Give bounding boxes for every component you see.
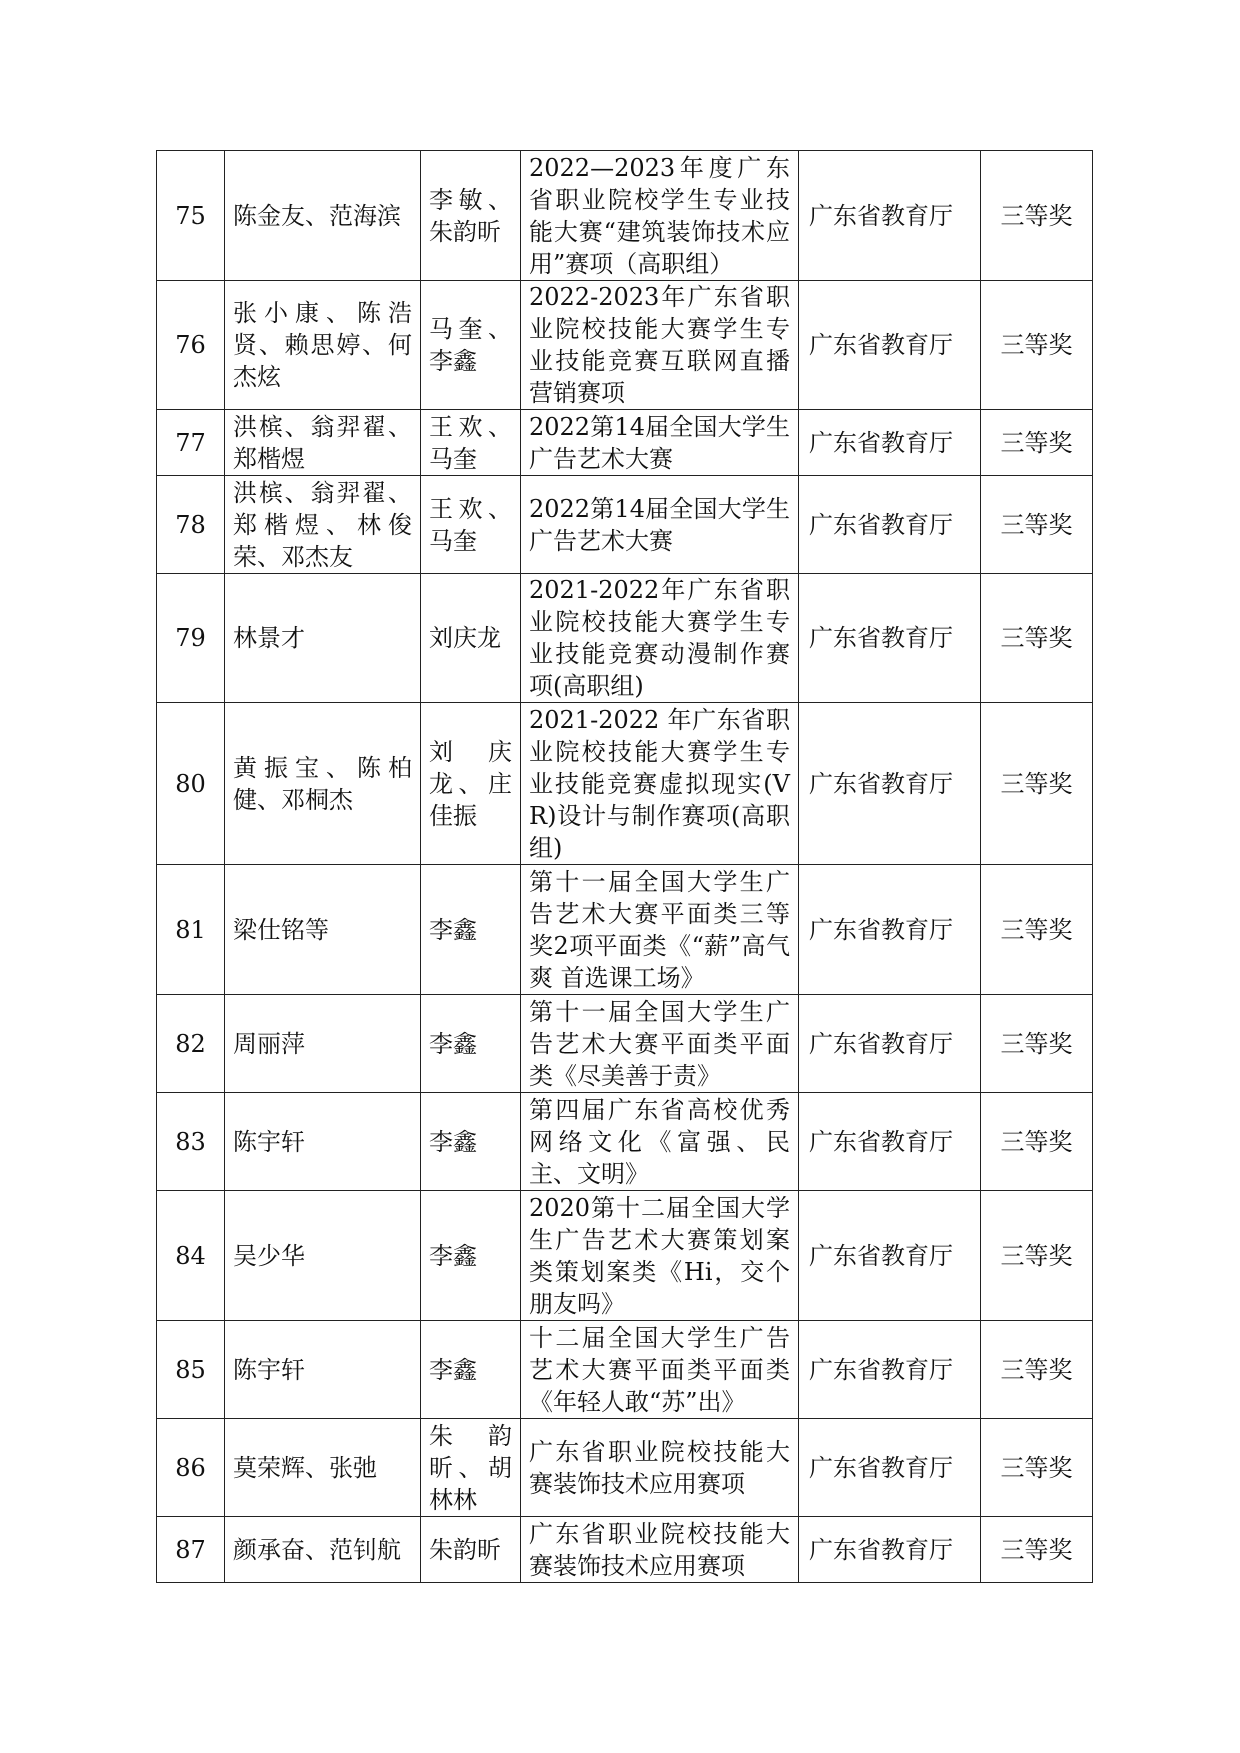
award-level: 三等奖 bbox=[981, 574, 1093, 703]
row-number: 81 bbox=[157, 865, 225, 995]
competition-name: 2022第14届全国大学生广告艺术大赛 bbox=[521, 476, 799, 574]
award-level: 三等奖 bbox=[981, 410, 1093, 476]
advisor-names: 朱韵昕、胡林林 bbox=[421, 1419, 521, 1517]
row-number: 82 bbox=[157, 995, 225, 1093]
student-names: 洪槟、翁羿翟、郑楷煜、林俊荣、邓杰友 bbox=[225, 476, 421, 574]
organizer-name: 广东省教育厅 bbox=[799, 574, 981, 703]
competition-name: 2021-2022年广东省职业院校技能大赛学生专业技能竞赛动漫制作赛项(高职组) bbox=[521, 574, 799, 703]
row-number: 75 bbox=[157, 151, 225, 281]
advisor-names: 李敏、朱韵昕 bbox=[421, 151, 521, 281]
organizer-name: 广东省教育厅 bbox=[799, 1419, 981, 1517]
organizer-name: 广东省教育厅 bbox=[799, 1093, 981, 1191]
award-level: 三等奖 bbox=[981, 476, 1093, 574]
row-number: 76 bbox=[157, 281, 225, 410]
competition-name: 2021-2022 年广东省职业院校技能大赛学生专业技能竞赛虚拟现实(VR)设计与制作赛项(高职组) bbox=[521, 703, 799, 865]
competition-name: 广东省职业院校技能大赛装饰技术应用赛项 bbox=[521, 1517, 799, 1583]
organizer-name: 广东省教育厅 bbox=[799, 865, 981, 995]
student-names: 陈宇轩 bbox=[225, 1093, 421, 1191]
competition-name: 第十一届全国大学生广告艺术大赛平面类三等奖2项平面类《“薪”高气爽 首选课工场》 bbox=[521, 865, 799, 995]
award-level: 三等奖 bbox=[981, 865, 1093, 995]
competition-name: 2022—2023年度广东省职业院校学生专业技能大赛“建筑装饰技术应用”赛项（高职组） bbox=[521, 151, 799, 281]
table-row bbox=[157, 410, 1093, 476]
table-row bbox=[157, 1517, 1093, 1583]
award-level: 三等奖 bbox=[981, 151, 1093, 281]
award-level: 三等奖 bbox=[981, 1321, 1093, 1419]
competition-name: 2022-2023年广东省职业院校技能大赛学生专业技能竞赛互联网直播营销赛项 bbox=[521, 281, 799, 410]
row-number: 86 bbox=[157, 1419, 225, 1517]
table-row bbox=[157, 995, 1093, 1093]
row-number: 78 bbox=[157, 476, 225, 574]
organizer-name: 广东省教育厅 bbox=[799, 1321, 981, 1419]
competition-name: 2022第14届全国大学生广告艺术大赛 bbox=[521, 410, 799, 476]
award-level: 三等奖 bbox=[981, 1093, 1093, 1191]
table-row bbox=[157, 1419, 1093, 1517]
row-number: 80 bbox=[157, 703, 225, 865]
student-names: 周丽萍 bbox=[225, 995, 421, 1093]
table-row bbox=[157, 1093, 1093, 1191]
competition-name: 第十一届全国大学生广告艺术大赛平面类平面类《尽美善于责》 bbox=[521, 995, 799, 1093]
award-level: 三等奖 bbox=[981, 1419, 1093, 1517]
competition-name: 广东省职业院校技能大赛装饰技术应用赛项 bbox=[521, 1419, 799, 1517]
student-names: 陈金友、范海滨 bbox=[225, 151, 421, 281]
organizer-name: 广东省教育厅 bbox=[799, 703, 981, 865]
organizer-name: 广东省教育厅 bbox=[799, 151, 981, 281]
student-names: 洪槟、翁羿翟、郑楷煜 bbox=[225, 410, 421, 476]
award-level: 三等奖 bbox=[981, 703, 1093, 865]
row-number: 77 bbox=[157, 410, 225, 476]
advisor-names: 李鑫 bbox=[421, 1321, 521, 1419]
row-number: 83 bbox=[157, 1093, 225, 1191]
organizer-name: 广东省教育厅 bbox=[799, 281, 981, 410]
table-row bbox=[157, 281, 1093, 410]
row-number: 87 bbox=[157, 1517, 225, 1583]
awards-table-body bbox=[157, 151, 1093, 1583]
table-row bbox=[157, 1321, 1093, 1419]
advisor-names: 李鑫 bbox=[421, 995, 521, 1093]
advisor-names: 王欢、马奎 bbox=[421, 410, 521, 476]
table-row bbox=[157, 1191, 1093, 1321]
advisor-names: 王欢、马奎 bbox=[421, 476, 521, 574]
table-row bbox=[157, 574, 1093, 703]
award-level: 三等奖 bbox=[981, 995, 1093, 1093]
row-number: 84 bbox=[157, 1191, 225, 1321]
table-row bbox=[157, 703, 1093, 865]
competition-name: 2020第十二届全国大学生广告艺术大赛策划案类策划案类《Hi，交个朋友吗》 bbox=[521, 1191, 799, 1321]
award-level: 三等奖 bbox=[981, 281, 1093, 410]
table-row bbox=[157, 865, 1093, 995]
organizer-name: 广东省教育厅 bbox=[799, 410, 981, 476]
award-level: 三等奖 bbox=[981, 1191, 1093, 1321]
row-number: 79 bbox=[157, 574, 225, 703]
organizer-name: 广东省教育厅 bbox=[799, 1517, 981, 1583]
student-names: 张小康、陈浩贤、赖思婷、何杰炫 bbox=[225, 281, 421, 410]
table-row bbox=[157, 476, 1093, 574]
advisor-names: 李鑫 bbox=[421, 865, 521, 995]
student-names: 莫荣辉、张弛 bbox=[225, 1419, 421, 1517]
advisor-names: 李鑫 bbox=[421, 1093, 521, 1191]
organizer-name: 广东省教育厅 bbox=[799, 1191, 981, 1321]
award-level: 三等奖 bbox=[981, 1517, 1093, 1583]
awards-table bbox=[156, 150, 1093, 1583]
advisor-names: 刘庆龙、庄佳振 bbox=[421, 703, 521, 865]
advisor-names: 马奎、李鑫 bbox=[421, 281, 521, 410]
student-names: 颜承奋、范钊航 bbox=[225, 1517, 421, 1583]
advisor-names: 朱韵昕 bbox=[421, 1517, 521, 1583]
student-names: 黄振宝、陈柏健、邓桐杰 bbox=[225, 703, 421, 865]
row-number: 85 bbox=[157, 1321, 225, 1419]
student-names: 梁仕铭等 bbox=[225, 865, 421, 995]
competition-name: 十二届全国大学生广告艺术大赛平面类平面类《年轻人敢“苏”出》 bbox=[521, 1321, 799, 1419]
student-names: 吴少华 bbox=[225, 1191, 421, 1321]
advisor-names: 李鑫 bbox=[421, 1191, 521, 1321]
table-row bbox=[157, 151, 1093, 281]
student-names: 陈宇轩 bbox=[225, 1321, 421, 1419]
competition-name: 第四届广东省高校优秀网络文化《富强、民主、文明》 bbox=[521, 1093, 799, 1191]
advisor-names: 刘庆龙 bbox=[421, 574, 521, 703]
organizer-name: 广东省教育厅 bbox=[799, 995, 981, 1093]
organizer-name: 广东省教育厅 bbox=[799, 476, 981, 574]
student-names: 林景才 bbox=[225, 574, 421, 703]
